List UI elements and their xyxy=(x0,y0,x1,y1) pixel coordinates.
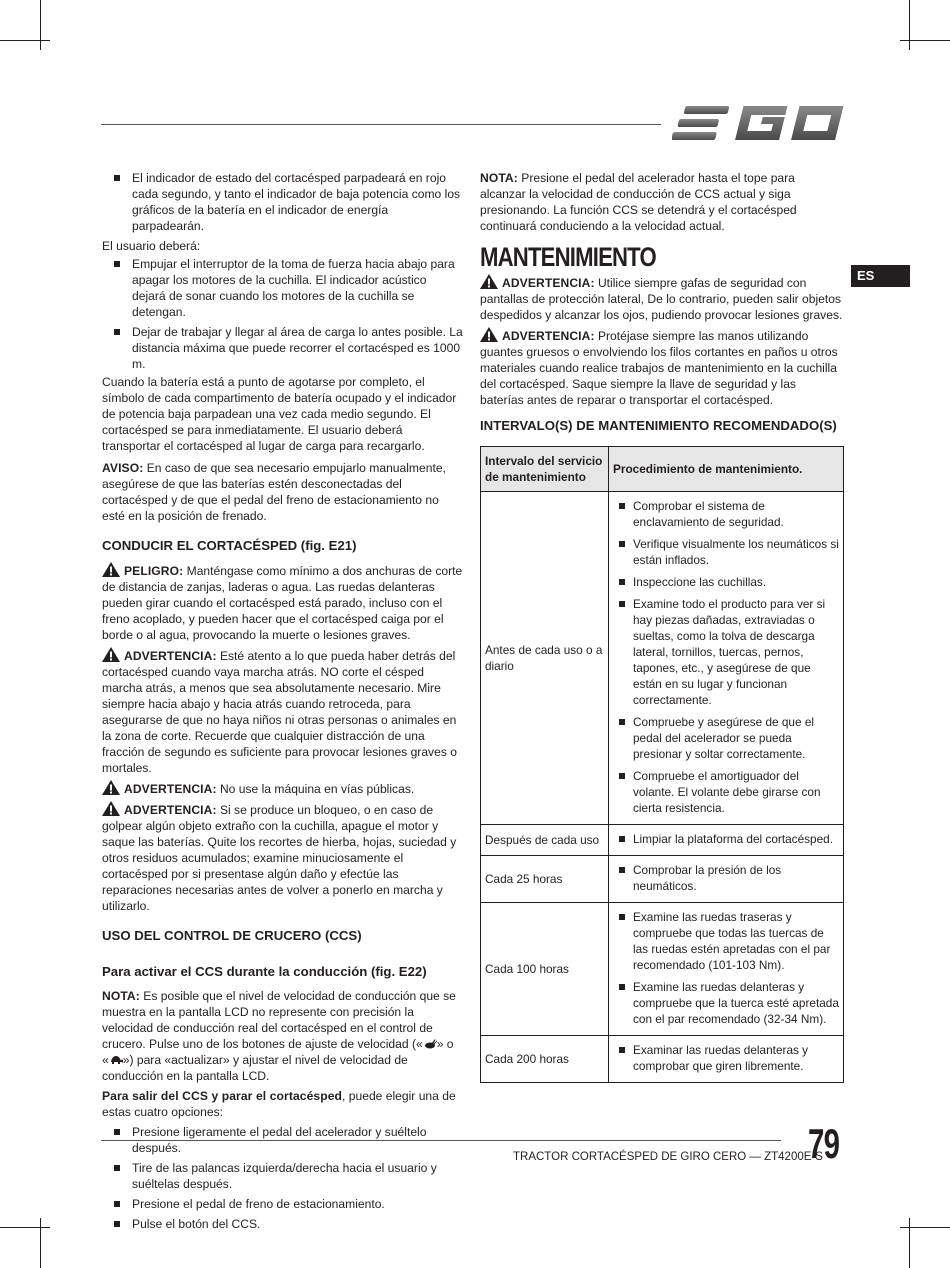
crop-mark xyxy=(900,40,950,41)
nota-text: » o « xyxy=(102,1037,454,1067)
crop-mark xyxy=(909,0,910,50)
list-item: El indicador de estado del cortacésped parpadeará en rojo cada segundo, y tanto el indicador de baja potencia como los gráficos de la batería en el indicador de energía parpadearán. xyxy=(102,170,463,234)
exit-ccs-bold: Para salir del CCS y parar el cortacésped xyxy=(102,1089,343,1103)
warning-label: ADVERTENCIA: xyxy=(124,803,217,817)
maintenance-heading: MANTENIMIENTO xyxy=(480,242,656,272)
crop-mark xyxy=(0,40,50,41)
warning-text: No use la máquina en vías públicas. xyxy=(216,782,415,796)
list-item: Examinar las ruedas delanteras y comprobar que giren libremente. xyxy=(611,1042,841,1074)
peligro-label: PELIGRO: xyxy=(124,564,184,578)
rabbit-icon xyxy=(423,1039,437,1049)
warning-label: ADVERTENCIA: xyxy=(502,276,595,290)
warning-triangle-icon xyxy=(480,274,498,289)
table-row xyxy=(481,903,844,1036)
crop-mark xyxy=(40,0,41,50)
warning-text: Protéjase siempre las manos utilizando guantes gruesos o envolviendo los filos cortantes en paños u otros materiales cuando realice trabajos de mantenimiento en la cuchilla del cortacésped. Saque siempre la llave de seguridad y las baterías antes de reparar o transportar el cortacésped. xyxy=(480,329,838,407)
warning-triangle-icon xyxy=(102,801,120,816)
list-item: Pulse el botón del CCS. xyxy=(102,1216,463,1232)
nota-text: Es posible que el nivel de velocidad de conducción que se muestra en la pantalla LCD no represente con precisión la velocidad de conducción real del cortacésped en el control de crucero. Pulse uno de los botones de ajuste de velocidad (« xyxy=(102,989,456,1051)
interval-heading: INTERVALO(S) DE MANTENIMIENTO RECOMENDADO(S) xyxy=(480,418,837,433)
interval-cell: Cada 100 horas xyxy=(481,903,609,1036)
nota-label: NOTA: xyxy=(102,989,140,1003)
aviso-text: En caso de que sea necesario empujarlo manualmente, asegúrese de que las baterías estén desconectadas del cortacésped y de que el pedal del freno de estacionamiento no esté en la posición de frenado. xyxy=(102,461,446,523)
nota-paragraph xyxy=(480,170,843,234)
ccs-subheading: Para activar el CCS durante la conducción (fig. E22) xyxy=(102,964,427,979)
exit-ccs-paragraph xyxy=(102,1088,463,1120)
interval-cell: Antes de cada uso o a diario xyxy=(481,492,609,825)
procedure-cell xyxy=(609,492,844,825)
user-intro: El usuario deberá: xyxy=(102,239,201,253)
table-row xyxy=(481,825,844,856)
list-item: Comprobar la presión de los neumáticos. xyxy=(611,862,841,894)
list-item: Comprobar el sistema de enclavamiento de seguridad. xyxy=(611,498,841,530)
warning-paragraph xyxy=(102,647,463,776)
procedure-cell xyxy=(609,825,844,856)
interval-cell: Cada 25 horas xyxy=(481,856,609,903)
footer-rule xyxy=(101,1140,781,1141)
list-item: Dejar de trabajar y llegar al área de carga lo antes posible. La distancia máxima que puede recorrer el cortacésped es 1000 m. xyxy=(102,324,463,372)
procedure-cell xyxy=(609,1036,844,1083)
peligro-text: Manténgase como mínimo a dos anchuras de corte de distancia de zanjas, laderas o agua. Las ruedas delanteras pueden girar cuando el cortacésped está parado, incluso con el freno acoplado, y pueden hacer que el cortacésped caiga por el borde o al agua, provocando la muerte o lesiones graves. xyxy=(102,564,463,642)
drive-heading: CONDUCIR EL CORTACÉSPED (fig. E21) xyxy=(102,538,357,553)
crop-mark xyxy=(40,1218,41,1268)
ego-logo xyxy=(672,104,844,142)
list-item: Presione ligeramente el pedal del acelerador y suéltelo después. xyxy=(102,1124,463,1156)
header-rule xyxy=(101,124,661,125)
list-item: Examine las ruedas delanteras y compruebe que la tuerca esté apretada con el par recomendado (32-34 Nm). xyxy=(611,979,841,1027)
table-header-cell: Intervalo del servicio de mantenimiento xyxy=(481,447,609,492)
crop-mark xyxy=(909,1218,910,1268)
warning-triangle-icon xyxy=(102,780,120,795)
warning-text: Esté atento a lo que pueda haber detrás del cortacésped cuando vaya marcha atrás. NO corte el césped marcha atrás, a menos que sea absolutamente necesario. Mire siempre hacia abajo y hacia atrás cuando retroceda, para asegurarse de que no haya niños ni otras personas o animales en la zona de corte. Recuerde que cualquier distracción de una fracción de segundo es suficiente para provocar lesiones graves o mortales. xyxy=(102,649,457,775)
page-number: 79 xyxy=(808,1120,840,1167)
battery-paragraph: Cuando la batería está a punto de agotarse por completo, el símbolo de cada compartimento de batería ocupado y el indicador de potencia baja parpadean una vez cada medio segundo. El cortacésped se para inmediatamente. El usuario deberá transportar el cortacésped al lugar de carga para recargarlo. xyxy=(102,375,457,453)
list-item: Tire de las palancas izquierda/derecha hacia el usuario y suéltelas después. xyxy=(102,1160,463,1192)
table-row xyxy=(481,856,844,903)
nota-paragraph xyxy=(102,988,463,1084)
warning-text: Si se produce un bloqueo, o en caso de golpear algún objeto extraño con la cuchilla, apague el motor y saque las baterías. Quite los recortes de hierba, hojas, suciedad y otros residuos acumulados; examine minuciosamente el cortacésped por si presentase algún daño y efectúe las reparaciones necesarias antes de volver a ponerlo en marcha y utilizarlo. xyxy=(102,803,457,913)
ccs-heading: USO DEL CONTROL DE CRUCERO (CCS) xyxy=(102,928,362,943)
warning-paragraph xyxy=(480,274,843,323)
list-item: Verifique visualmente los neumáticos si están inflados. xyxy=(611,536,841,568)
list-item: Examine todo el producto para ver si hay piezas dañadas, extraviadas o sueltas, como la tolva de descarga lateral, tornillos, tuercas, pernos, tapones, etc., y asegúrese de que están en su lugar y funcionan correctamente. xyxy=(611,596,841,708)
warning-text: Utilice siempre gafas de seguridad con pantallas de protección lateral, De lo contrario, pueden salir objetos despedidos y alcanzar los ojos, pudiendo provocar lesiones graves. xyxy=(480,276,843,322)
table-header-cell: Procedimiento de mantenimiento. xyxy=(609,447,844,492)
warning-triangle-icon xyxy=(102,562,120,577)
exit-ccs-text: , puede elegir una de estas cuatro opciones: xyxy=(102,1089,456,1119)
right-column xyxy=(480,170,843,1083)
nota-text: ») para «actualizar» y ajustar el nivel de velocidad de conducción en la pantalla LCD. xyxy=(102,1053,408,1083)
aviso-label: AVISO: xyxy=(102,461,144,475)
warning-label: ADVERTENCIA: xyxy=(502,329,595,343)
warning-label: ADVERTENCIA: xyxy=(124,649,217,663)
list-item: Empujar el interruptor de la toma de fuerza hacia abajo para apagar los motores de la cuchilla. El indicador acústico dejará de sonar cuando los motores de la cuchilla se detengan. xyxy=(102,256,463,320)
left-column xyxy=(102,170,463,1236)
status-bullet-list xyxy=(102,170,463,234)
list-item: Limpiar la plataforma del cortacésped. xyxy=(611,831,841,847)
footer-title: TRACTOR CORTACÉSPED DE GIRO CERO — ZT4200E-S xyxy=(513,1151,823,1163)
peligro-paragraph xyxy=(102,562,463,643)
warning-paragraph xyxy=(102,780,463,797)
table-row xyxy=(481,492,844,825)
interval-cell: Después de cada uso xyxy=(481,825,609,856)
warning-label: ADVERTENCIA: xyxy=(124,782,217,796)
turtle-icon xyxy=(109,1055,123,1065)
nota-label: NOTA: xyxy=(480,171,518,185)
list-item: Inspeccione las cuchillas. xyxy=(611,574,841,590)
warning-triangle-icon xyxy=(480,327,498,342)
procedure-cell xyxy=(609,856,844,903)
warning-paragraph xyxy=(480,327,843,408)
interval-cell: Cada 200 horas xyxy=(481,1036,609,1083)
aviso-paragraph xyxy=(102,460,463,524)
procedure-cell xyxy=(609,903,844,1036)
nota-text: Presione el pedal del acelerador hasta el tope para alcanzar la velocidad de conducción de CCS actual y siga presionando. La función CCS se detendrá y el cortacésped continuará conduciendo a la velocidad actual. xyxy=(480,171,797,233)
crop-mark xyxy=(0,1227,50,1228)
table-row xyxy=(481,1036,844,1083)
list-item: Examine las ruedas traseras y compruebe que todas las tuercas de las ruedas estén apretadas con el par recomendado (101-103 Nm). xyxy=(611,909,841,973)
warning-paragraph xyxy=(102,801,463,914)
list-item: Compruebe el amortiguador del volante. El volante debe girarse con cierta resistencia. xyxy=(611,768,841,816)
crop-mark xyxy=(900,1227,950,1228)
maintenance-table xyxy=(480,446,844,1083)
list-item: Presione el pedal de freno de estacionamiento. xyxy=(102,1196,463,1212)
language-tab: ES xyxy=(851,265,910,287)
warning-triangle-icon xyxy=(102,647,120,662)
list-item: Compruebe y asegúrese de que el pedal del acelerador se pueda presionar y soltar correctamente. xyxy=(611,714,841,762)
table-header-row xyxy=(481,447,844,492)
user-bullet-list xyxy=(102,256,463,372)
